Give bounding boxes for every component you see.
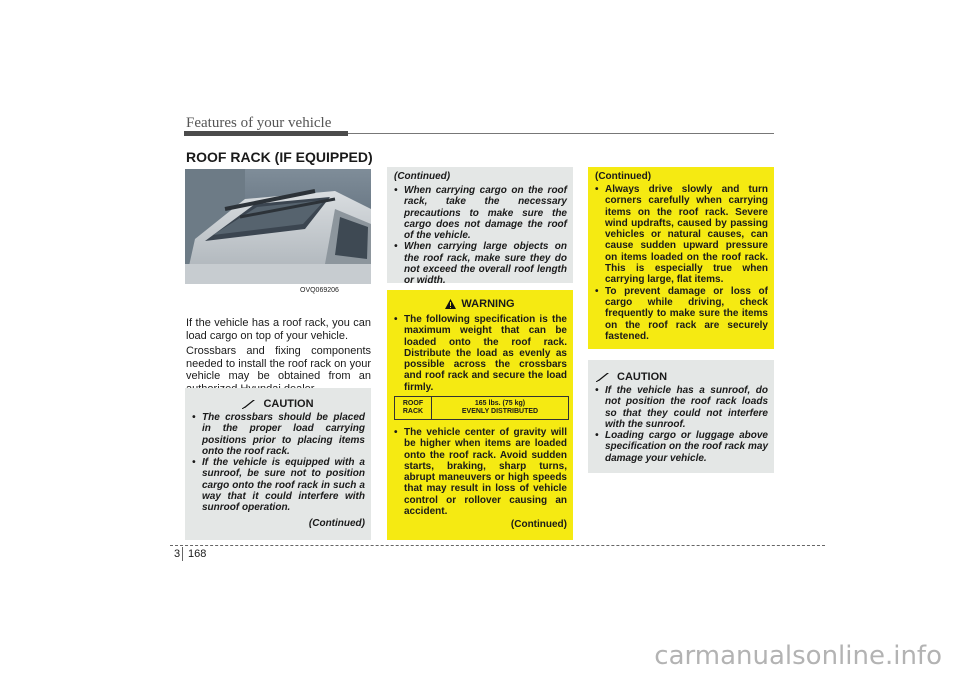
- caution-box-right: [588, 360, 774, 473]
- warning-list-1: [394, 314, 567, 393]
- intro-paragraph-2: Crossbars and fixing components needed to install the roof rack on your vehicle may be obtained from an: [186, 345, 371, 382]
- chapter-title: Features of your vehicle: [186, 115, 332, 131]
- spec-label-cell: [395, 397, 432, 419]
- header-bar: [184, 131, 348, 136]
- continued-warning-list: [595, 184, 768, 342]
- spec-value-cell: [432, 397, 568, 419]
- header-rule: [348, 133, 774, 134]
- spec-label-line2: RACK: [402, 408, 424, 415]
- continued-caution-box: [387, 167, 573, 287]
- section-title: ROOF RACK (IF EQUIPPED): [186, 149, 373, 165]
- warning-triangle-icon: [445, 299, 456, 309]
- caution-box-left: [185, 388, 371, 540]
- continued-label: (Continued): [394, 171, 451, 182]
- warning-heading: [387, 298, 573, 310]
- caution-heading-right: [596, 371, 667, 383]
- warning-list-2: [394, 427, 567, 517]
- list-item: • The vehicle center of gravity will be higher when items are loaded onto the roof rack. Avoid sudden starts, braking, sharp turns, abrupt maneuvers or high speeds that may result in loss of vehicle control or rollover causing an accident.: [394, 427, 567, 517]
- continued-warning-box: [588, 167, 774, 349]
- watermark: carmanualsonline.info: [654, 641, 942, 671]
- caution-heading-text: CAUTION: [263, 398, 314, 410]
- list-item: • When carrying large objects on the roof rack, make sure they do not exceed the overall roof length or width.: [394, 241, 567, 286]
- spec-label-line1: ROOF: [402, 400, 424, 407]
- continued-label: (Continued): [595, 171, 652, 182]
- caution-pencil-icon: [596, 372, 612, 382]
- photo-code: OVQ069206: [300, 287, 339, 294]
- caution-heading-left: [185, 398, 371, 410]
- page-separator: [182, 547, 183, 561]
- list-item: • Always drive slowly and turn corners carefully when carrying items on the roof rack. Severe wind updrafts, caused by passing vehicles or natural causes, can cause sudden upward pressure on items loaded on the roof rack. This is especially true when carrying large, flat items.: [595, 184, 768, 286]
- list-item: • If the vehicle is equipped with a sunroof, be sure not to position cargo onto the roof rack in such a way that it could interfere with sunroof operation.: [192, 457, 365, 513]
- spec-value-line2: EVENLY DISTRIBUTED: [461, 408, 539, 415]
- list-item: • The crossbars should be placed in the proper load carrying positions prior to placing items onto the roof rack.: [192, 412, 365, 457]
- roof-rack-spec-table: [394, 396, 569, 420]
- list-item: • The following specification is the maximum weight that can be loaded onto the roof rack. Distribute the load as evenly as possible across the crossbars and roof rack and secure the load firmly.: [394, 314, 567, 393]
- roof-rack-photo: [185, 169, 371, 284]
- continued-list: [394, 185, 567, 287]
- caution-pencil-icon: [242, 399, 258, 409]
- intro-paragraph-1: If the vehicle has a roof rack, you can load cargo on top of your vehicle.: [186, 317, 371, 342]
- list-item: • Loading cargo or luggage above specification on the roof rack may damage your vehicle.: [595, 430, 768, 464]
- list-item: • If the vehicle has a sunroof, do not position the roof rack loads so that they could not interfere with the sunroof.: [595, 385, 768, 430]
- page-number: 168: [188, 548, 207, 560]
- spec-value-line1: 165 lbs. (75 kg): [474, 400, 526, 407]
- warning-heading-text: WARNING: [461, 298, 515, 310]
- caution-list-left: [192, 412, 365, 514]
- list-item: • When carrying cargo on the roof rack, take the necessary precautions to make sure the cargo does not damage the roof of the vehicle.: [394, 185, 567, 241]
- continued-note: (Continued): [308, 518, 365, 529]
- car-roof-illustration: [185, 169, 371, 284]
- chapter-number: 3: [174, 548, 181, 560]
- warning-box: [387, 290, 573, 540]
- caution-heading-text: CAUTION: [617, 371, 668, 383]
- caution-list-right: [595, 385, 768, 464]
- warning-continued-note: (Continued): [510, 519, 567, 530]
- list-item: • To prevent damage or loss of cargo while driving, check frequently to make sure the items on the roof rack are securely fastened.: [595, 286, 768, 342]
- footer-rule: [170, 545, 825, 546]
